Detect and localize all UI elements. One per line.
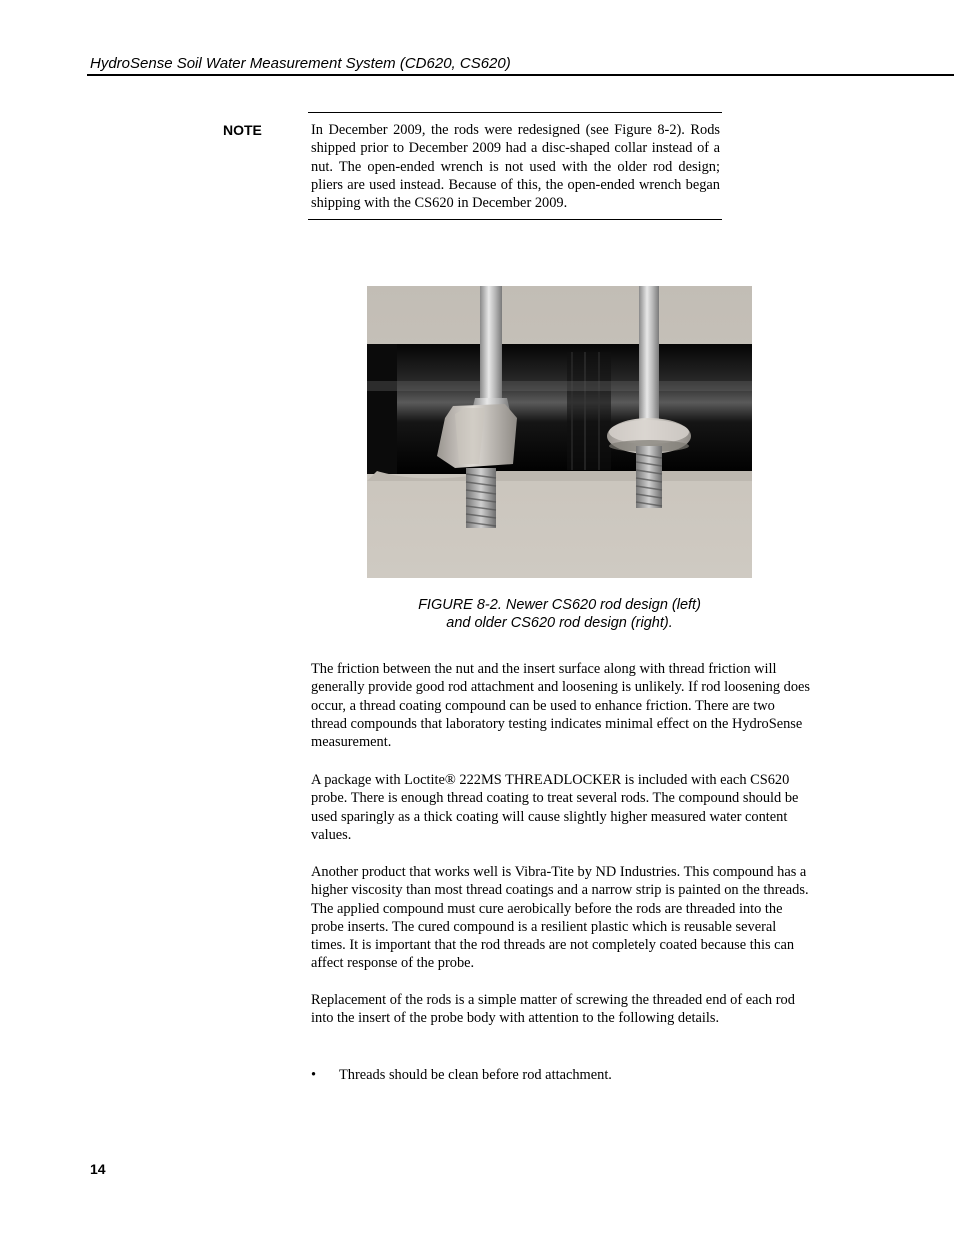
page-number: 14 — [90, 1161, 106, 1177]
note-label: NOTE — [223, 122, 262, 138]
bullet-text: Threads should be clean before rod attachment. — [339, 1067, 612, 1083]
note-box — [308, 112, 722, 220]
paragraph-thread-friction: The friction between the nut and the insert surface along with thread friction will generally provide good rod attachment and loosening is unlikely. If rod loosening does occur, a thread coating compound can be used to enhance friction. There are two thread compounds that laboratory testing indicates minimal effect on the HydroSense measurement. — [311, 661, 811, 751]
paragraph-loctite: A package with Loctite® 222MS THREADLOCKER is included with each CS620 probe. There is enough thread coating to treat several rods. The compound should be used sparingly as a thick coating will cause slightly higher measured water content values. — [311, 772, 799, 843]
figure-caption-line-2: and older CS620 rod design (right). — [446, 615, 673, 631]
figure-caption — [367, 596, 752, 632]
figure-caption-line-1: FIGURE 8-2. Newer CS620 rod design (left) — [418, 597, 701, 613]
bullet-dot: • — [311, 1067, 317, 1083]
note-text: In December 2009, the rods were redesigned (see Figure 8-2). Rods shipped prior to December 2009 had a disc-shaped collar instead of a nut. The open-ended wrench is not used with the older rod design; pliers are used instead. Because of this, the open-ended wrench began shipping with the CS620 in December 2009. — [311, 122, 720, 212]
header-rule — [87, 74, 954, 76]
rod-design-photo — [367, 286, 752, 578]
paragraph-vibra-tite: Another product that works well is Vibra-Tite by ND Industries. This compound has a higher viscosity than most thread coatings and a narrow strip is painted on the threads. The applied compound must cure aerobically before the rods are threaded into the probe inserts. The cured compound is a resilient plastic which is reusable several times. It is important that the rod threads are not completely coated because this can affect response of the probe. — [311, 864, 809, 972]
paragraph-rod-replacement: Replacement of the rods is a simple matter of screwing the threaded end of each rod into the insert of the probe body with attention to the following details. — [311, 992, 795, 1027]
running-header: HydroSense Soil Water Measurement System (CD620, CS620) — [90, 55, 511, 72]
